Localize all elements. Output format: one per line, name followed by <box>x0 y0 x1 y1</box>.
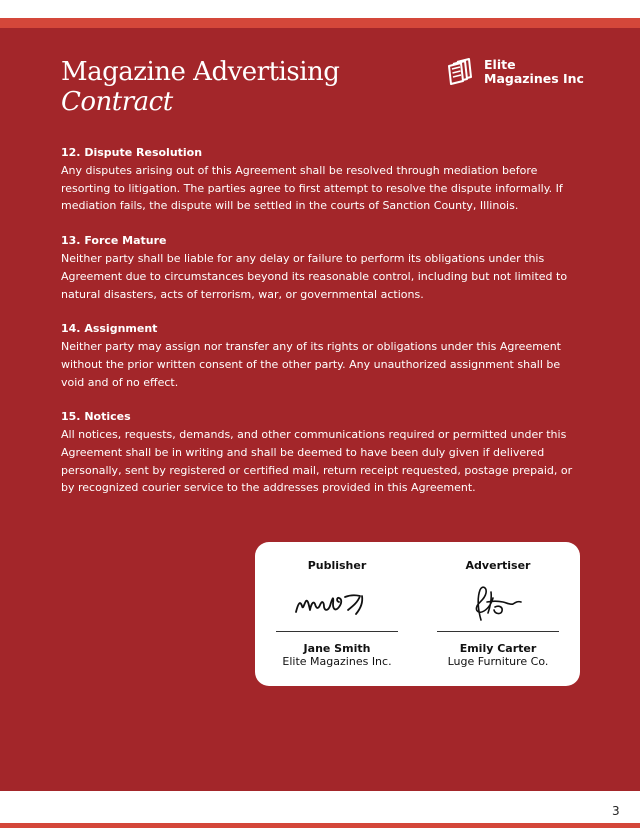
section-body: Any disputes arising out of this Agreement shall be resolved through mediation before resorting to litigation. The parties agree to first attempt to resolve the dispute informally. If mediation fails, the dispute will be settled in the courts of Sanction County, Illinois. <box>61 164 563 213</box>
company-logo <box>446 56 584 88</box>
magazine-stack-icon <box>446 56 478 88</box>
section-notices <box>61 408 581 497</box>
section-force-mature <box>61 232 581 303</box>
section-heading: 15. Notices <box>61 410 131 424</box>
section-dispute-resolution <box>61 144 581 215</box>
signature-card <box>255 542 580 686</box>
publisher-role-label: Publisher <box>307 559 367 572</box>
advertiser-role-label: Advertiser <box>465 559 531 572</box>
advertiser-organization: Luge Furniture Co. <box>447 655 549 668</box>
section-body: All notices, requests, demands, and other communications required or permitted under this Agreement shall be in writing and shall be deemed to have been duly given if delivered personally, sent by registered or certified mail, return receipt requested, postage prepaid, or by recognized courier service to the addresses provided in this Agreement. <box>61 428 573 495</box>
advertiser-signature <box>437 580 559 624</box>
section-heading: 14. Assignment <box>61 322 158 336</box>
bottom-accent-stripe <box>0 823 640 828</box>
section-assignment <box>61 320 581 391</box>
title-line-1: Magazine Advertising <box>61 57 340 87</box>
publisher-organization: Elite Magazines Inc. <box>282 655 392 668</box>
section-body: Neither party shall be liable for any delay or failure to perform its obligations under this Agreement due to circumstances beyond its reasonable control, including but not limited to natural disasters, acts of terrorism, war, or governmental actions. <box>61 252 568 301</box>
advertiser-name: Emily Carter <box>459 642 537 655</box>
company-name-line-1: Elite <box>484 57 516 72</box>
title-line-2: Contract <box>61 87 173 117</box>
publisher-signature-line <box>276 631 398 632</box>
section-body: Neither party may assign nor transfer any of its rights or obligations under this Agreement without the prior written consent of the other party. Any unauthorized assignment shall be void and of no effect. <box>61 340 561 389</box>
publisher-signature <box>276 580 398 624</box>
advertiser-signature-line <box>437 631 559 632</box>
page-number: 3 <box>612 804 620 818</box>
document-title <box>61 57 339 117</box>
company-name-line-2: Magazines Inc <box>484 71 584 86</box>
top-accent-stripe <box>0 18 640 28</box>
contract-panel <box>0 28 640 791</box>
section-heading: 13. Force Mature <box>61 234 167 248</box>
section-heading: 12. Dispute Resolution <box>61 146 203 159</box>
contract-sections <box>61 144 581 514</box>
company-name <box>484 58 584 86</box>
publisher-name: Jane Smith <box>303 642 371 655</box>
